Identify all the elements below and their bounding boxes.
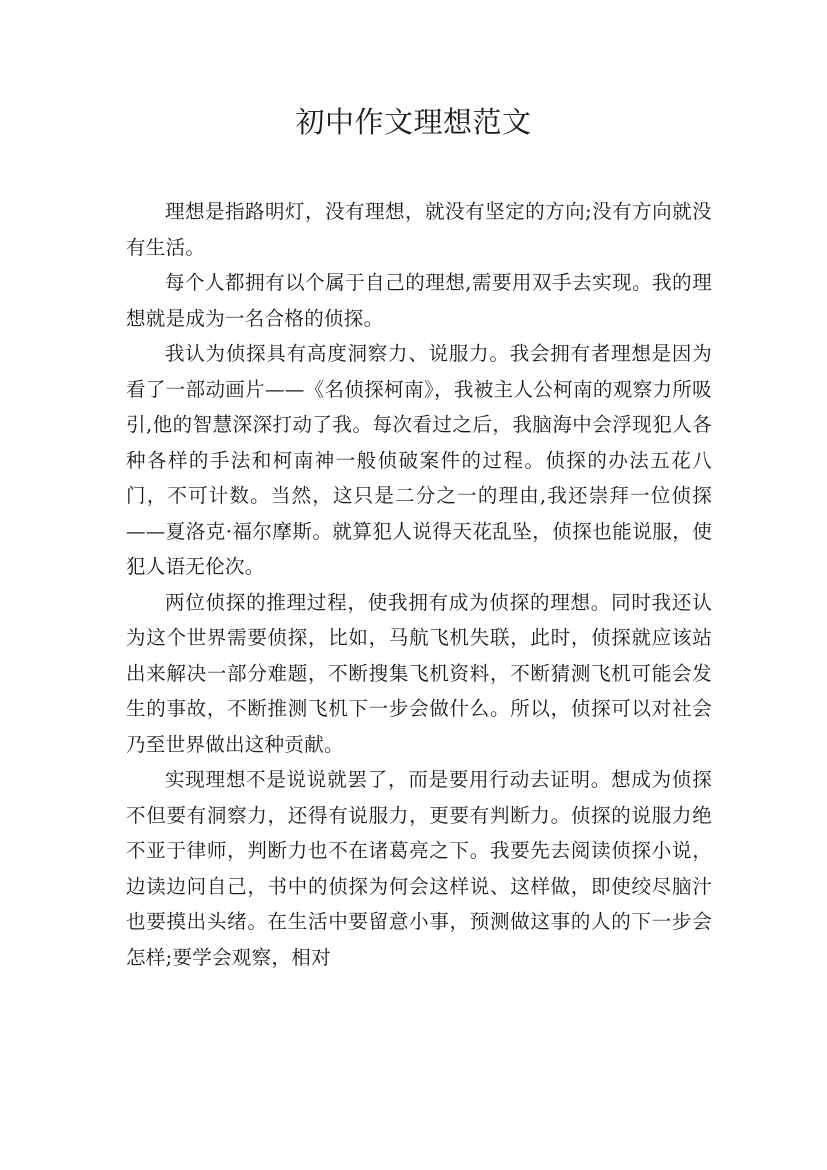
paragraph-5: 实现理想不是说说就罢了，而是要用行动去证明。想成为侦探不但要有洞察力，还得有说服力，更要有判断力。侦探的说服力绝不亚于律师，判断力也不在诸葛亮之下。我要先去阅读侦探小说，边读边问自己，书中的侦探为何会这样说、这样做，即使绞尽脑汁也要摸出头绪。在生活中要留意小事，预测做这事的人的下一步会怎样;要学会观察，相对	[126, 768, 712, 969]
document-body	[126, 194, 712, 975]
paragraph-4: 两位侦探的推理过程，使我拥有成为侦探的理想。同时我还认为这个世界需要侦探，比如，马航飞机失联，此时，侦探就应该站出来解决一部分难题，不断搜集飞机资料，不断猜测飞机可能会发生的事故，不断推测飞机下一步会做什么。所以，侦探可以对社会乃至世界做出这种贡献。	[126, 590, 712, 756]
paragraph-3: 我认为侦探具有高度洞察力、说服力。我会拥有者理想是因为看了一部动画片——《名侦探柯南》，我被主人公柯南的观察力所吸引,他的智慧深深打动了我。每次看过之后，我脑海中会浮现犯人各种各样的手法和柯南神一般侦破案件的过程。侦探的办法五花八门，不可计数。当然，这只是二分之一的理由,我还崇拜一位侦探——夏洛克·福尔摩斯。就算犯人说得天花乱坠，侦探也能说服，使犯人语无伦次。	[126, 342, 712, 578]
paragraph-1: 理想是指路明灯，没有理想，就没有坚定的方向;没有方向就没有生活。	[126, 200, 712, 259]
document-title: 初中作文理想范文	[295, 105, 532, 139]
paragraph-2: 每个人都拥有以个属于自己的理想,需要用双手去实现。我的理想就是成为一名合格的侦探。	[126, 271, 712, 330]
